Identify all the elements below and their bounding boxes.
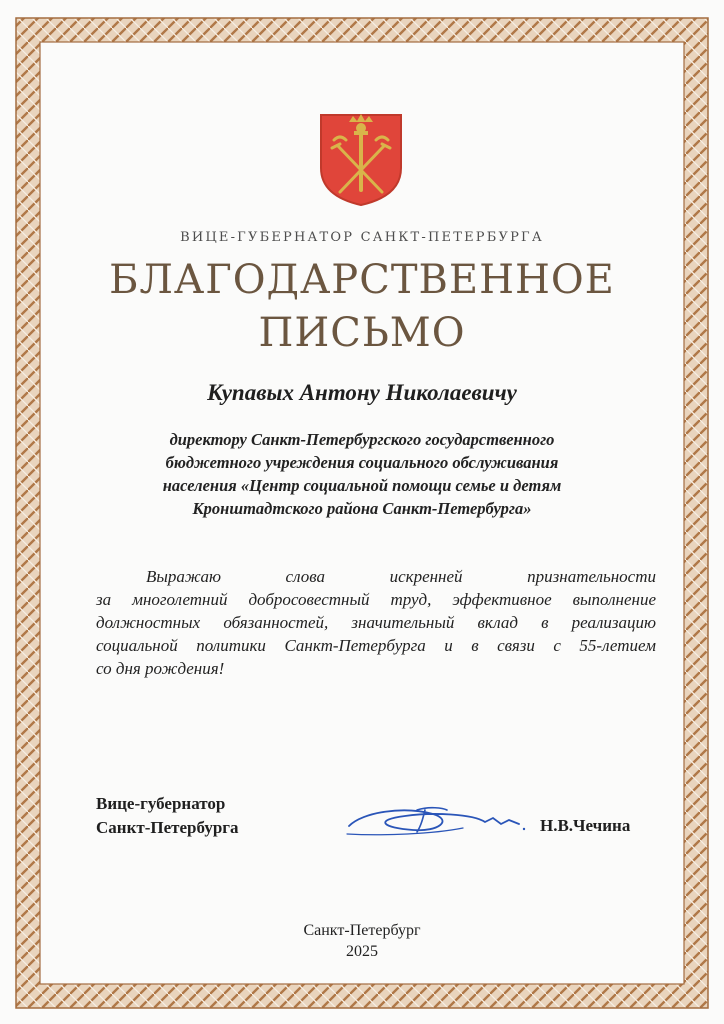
year: 2025 (346, 943, 378, 960)
position-line: Кронштадтского района Санкт-Петербурга» (192, 499, 532, 518)
issuer-heading: ВИЦЕ-ГУБЕРНАТОР САНКТ-ПЕТЕРБУРГА (180, 230, 544, 245)
body-line: за многолетний добросовестный труд, эффективное выполнение (96, 590, 656, 609)
handwritten-signature (343, 796, 529, 844)
position-line: бюджетного учреждения социального обслуживания (165, 453, 559, 472)
position-line: населения «Центр социальной помощи семье и детям (162, 476, 562, 495)
recipient-position (120, 428, 604, 520)
gratitude-text (96, 565, 656, 680)
body-line: социальной политики Санкт-Петербурга и в связи с 55-летием (96, 636, 656, 655)
document-title-line1: БЛАГОДАРСТВЕННОЕ (109, 257, 615, 303)
body-line: Выражаю слова искренней признательности (146, 567, 656, 586)
signatory-title-line2: Санкт-Петербурга (96, 818, 239, 837)
body-line: должностных обязанностей, значительный вклад в реализацию (96, 613, 656, 632)
body-line: со дня рождения! (96, 659, 225, 678)
recipient-name: Купавых Антону Николаевичу (207, 380, 517, 405)
signatory-name: Н.В.Чечина (540, 816, 631, 835)
coat-of-arms-icon (318, 112, 404, 208)
signatory-title (96, 792, 239, 840)
document-title-line2: ПИСЬМО (258, 310, 466, 356)
position-line: директору Санкт-Петербургского государственного (169, 430, 555, 449)
signatory-title-line1: Вице-губернатор (96, 794, 226, 813)
place-and-year (0, 920, 724, 962)
city: Санкт-Петербург (303, 922, 421, 939)
